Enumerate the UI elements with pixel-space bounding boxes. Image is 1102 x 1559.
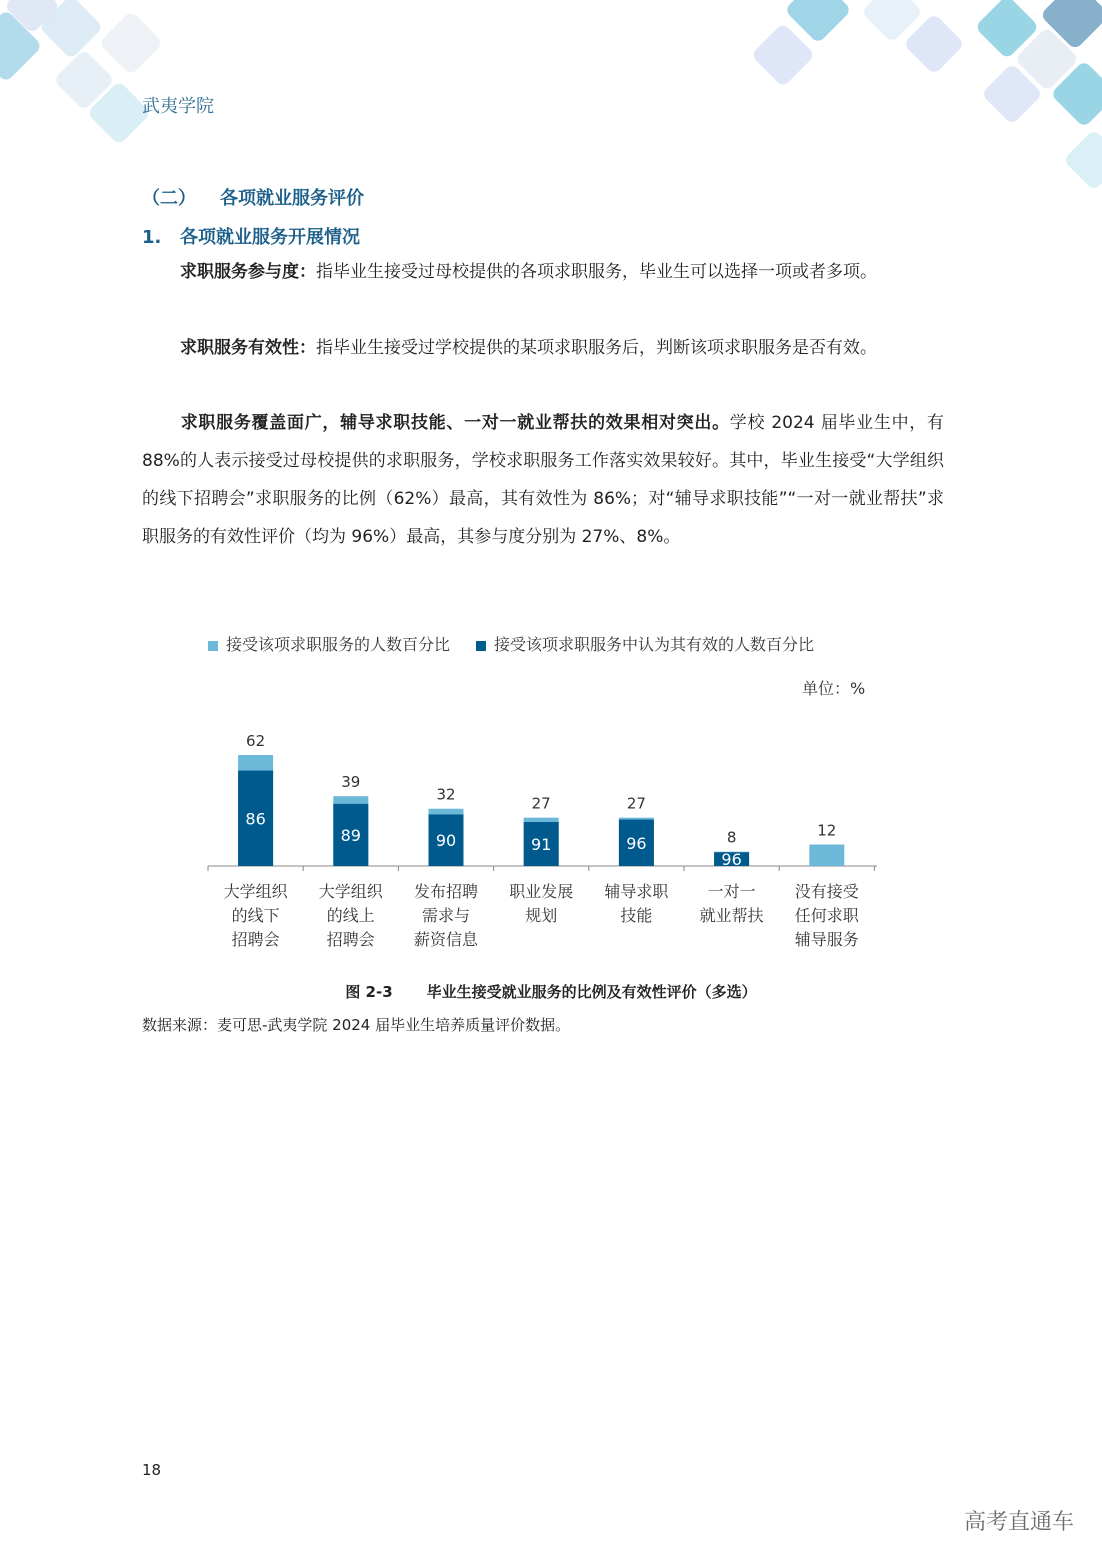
category-label: 薪资信息 bbox=[413, 930, 479, 949]
category-label: 大学组织 bbox=[223, 882, 288, 901]
paragraph-effectiveness-term: 求职服务有效性： bbox=[180, 338, 316, 358]
data-label-effective: 90 bbox=[435, 831, 457, 851]
legend-item-effective bbox=[476, 632, 814, 655]
figure-number: 图 2-3 bbox=[345, 983, 393, 1001]
category-label: 一对一 bbox=[707, 882, 756, 901]
paragraph-effectiveness bbox=[142, 329, 944, 367]
category-label: 招聘会 bbox=[326, 930, 375, 949]
category-label: 大学组织 bbox=[318, 882, 383, 901]
legend-swatch-dark bbox=[476, 641, 486, 651]
legend-label-participation: 接受该项求职服务的人数百分比 bbox=[226, 635, 451, 654]
data-label-effective: 86 bbox=[245, 809, 266, 829]
category-label: 就业帮扶 bbox=[699, 906, 764, 925]
service-bar-chart bbox=[200, 715, 900, 965]
category-label: 没有接受 bbox=[794, 882, 859, 901]
subsection-heading bbox=[142, 223, 360, 249]
paragraph-effectiveness-text: 指毕业生接受过学校提供的某项求职服务后，判断该项求职服务是否有效。 bbox=[316, 338, 877, 358]
subsection-number: 1. bbox=[142, 227, 162, 248]
category-label: 规划 bbox=[525, 906, 558, 925]
data-source: 数据来源：麦可思-武夷学院 2024 届毕业生培养质量评价数据。 bbox=[142, 1016, 571, 1034]
data-label-participation: 12 bbox=[817, 821, 837, 840]
section-heading bbox=[142, 184, 364, 210]
data-label-participation: 32 bbox=[436, 785, 456, 804]
paragraph-participation bbox=[142, 253, 944, 291]
category-label: 的线上 bbox=[326, 906, 375, 925]
category-label: 需求与 bbox=[421, 906, 471, 925]
category-label: 招聘会 bbox=[231, 930, 280, 949]
category-label: 技能 bbox=[620, 906, 653, 925]
watermark: 高考直通车 bbox=[963, 1510, 1074, 1535]
section-number: （二） bbox=[142, 188, 196, 209]
chart-unit-label: 单位：% bbox=[802, 679, 866, 698]
paragraph-summary-lead: 求职服务覆盖面广，辅导求职技能、一对一就业帮扶的效果相对突出。 bbox=[180, 413, 730, 433]
legend-swatch-light bbox=[208, 641, 218, 651]
paragraph-participation-term: 求职服务参与度： bbox=[180, 262, 316, 282]
category-label: 辅导服务 bbox=[794, 930, 859, 949]
data-label-participation: 8 bbox=[726, 828, 737, 847]
data-label-effective: 96 bbox=[721, 850, 742, 870]
figure-caption bbox=[0, 981, 1102, 1002]
data-label-participation: 39 bbox=[341, 773, 361, 792]
category-label: 发布招聘 bbox=[413, 882, 479, 901]
data-label-participation: 27 bbox=[626, 794, 646, 813]
figure-title: 毕业生接受就业服务的比例及有效性评价（多选） bbox=[426, 983, 757, 1001]
page-number: 18 bbox=[142, 1461, 162, 1479]
category-label: 的线下 bbox=[231, 906, 280, 925]
school-name: 武夷学院 bbox=[142, 96, 214, 117]
data-label-effective: 96 bbox=[626, 833, 647, 853]
legend-label-effective: 接受该项求职服务中认为其有效的人数百分比 bbox=[494, 635, 815, 654]
category-label: 辅导求职 bbox=[604, 882, 669, 901]
category-label: 任何求职 bbox=[794, 906, 859, 925]
data-label-effective: 91 bbox=[531, 835, 552, 855]
paragraph-participation-text: 指毕业生接受过母校提供的各项求职服务，毕业生可以选择一项或者多项。 bbox=[316, 262, 877, 282]
legend-item-participation bbox=[208, 632, 450, 655]
data-label-effective: 89 bbox=[340, 825, 361, 845]
data-label-participation: 62 bbox=[246, 732, 266, 751]
subsection-title: 各项就业服务开展情况 bbox=[180, 227, 360, 248]
section-title: 各项就业服务评价 bbox=[220, 188, 364, 209]
data-label-participation: 27 bbox=[531, 794, 551, 813]
paragraph-summary bbox=[142, 404, 944, 556]
paragraph-summary-text: 学校 2024 届毕业生中，有 88%的人表示接受过母校提供的求职服务，学校求职服务工作落实效果较好。其中，毕业生接受“大学组织的线下招聘会”求职服务的比例（62%）最高，其有效性为 86%；对“辅导求职技能”“一对一就业帮扶”求职服务的有效性评价（均为 96%）最高，其参与度分别为 27%、8%。 bbox=[142, 413, 944, 547]
bar-participation bbox=[809, 845, 844, 866]
chart-legend bbox=[208, 632, 814, 655]
category-label: 职业发展 bbox=[509, 882, 574, 901]
